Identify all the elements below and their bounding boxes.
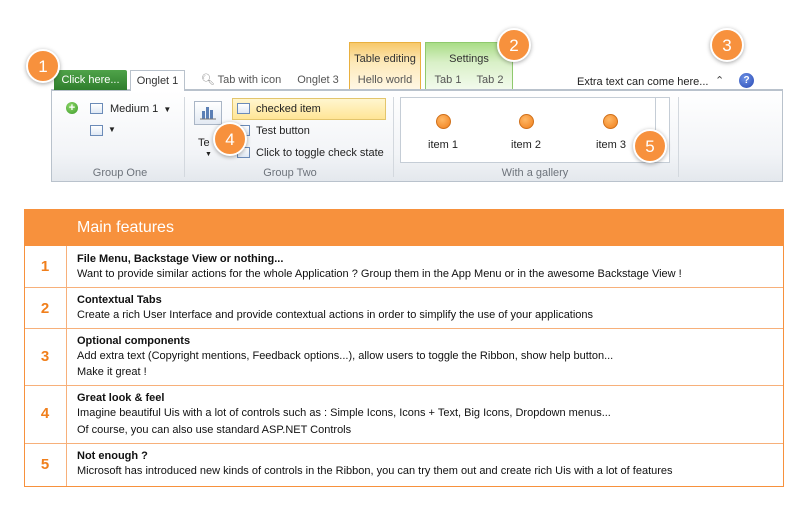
callout-badge-2: 2 <box>497 28 531 62</box>
feature-description: Make it great ! <box>77 366 147 378</box>
callout-badge-4: 4 <box>213 122 247 156</box>
app-menu-button[interactable]: Click here... <box>54 70 127 90</box>
help-icon[interactable]: ? <box>739 73 754 88</box>
callout-badge-1: 1 <box>26 49 60 83</box>
feature-title: File Menu, Backstage View or nothing... <box>77 253 284 265</box>
feature-title: Not enough ? <box>77 450 148 462</box>
search-icon: 🔍︎ <box>200 74 215 86</box>
group-label: Group Two <box>263 167 317 179</box>
tab-with-icon[interactable] <box>195 71 287 90</box>
row-divider <box>25 443 783 444</box>
feature-description: Create a rich User Interface and provide contextual actions in order to simplify the use of your applications <box>77 309 594 321</box>
chevron-down-icon: ▼ <box>163 105 172 114</box>
row-divider <box>25 385 783 386</box>
test-button[interactable]: Test button <box>256 125 310 137</box>
gallery <box>400 97 670 163</box>
window-icon <box>90 103 103 114</box>
row-number: 4 <box>40 405 50 422</box>
features-header <box>25 210 783 246</box>
contextual-group-title: Table editing <box>354 53 416 65</box>
column-divider <box>66 246 67 486</box>
dropdown-label: Medium 1 <box>110 103 159 115</box>
feature-description: Want to provide similar actions for the whole Application ? Group them in the App Menu or in the awesome Backstage View ! <box>77 268 682 280</box>
gallery-item-label[interactable]: item 1 <box>428 139 458 151</box>
feature-title: Optional components <box>77 335 191 347</box>
contextual-group-title: Settings <box>449 53 489 65</box>
chart-icon[interactable] <box>194 101 222 125</box>
window-icon[interactable] <box>90 125 103 136</box>
toggle-check-button[interactable]: Click to toggle check state <box>256 147 384 159</box>
window-icon <box>237 103 250 114</box>
row-number: 5 <box>40 456 50 473</box>
extra-text: Extra text can come here... <box>577 76 709 88</box>
big-button-label[interactable]: Te <box>198 137 210 149</box>
feature-description: Add extra text (Copyright mentions, Feedback options...), allow users to toggle the Ribbon, show help button... <box>77 350 614 362</box>
chevron-down-icon: ▼ <box>205 151 212 158</box>
feature-description: Of course, you can also use standard ASP.NET Controls <box>77 424 352 436</box>
callout-badge-3: 3 <box>710 28 744 62</box>
row-number: 3 <box>40 348 50 365</box>
tab-label: Tab with icon <box>217 74 282 86</box>
group-label: Group One <box>92 167 148 179</box>
minimize-ribbon-icon[interactable]: ⌃ <box>715 75 725 87</box>
gallery-item-icon[interactable] <box>436 114 451 129</box>
row-divider <box>25 287 783 288</box>
group-label: With a gallery <box>501 167 569 179</box>
group-separator <box>678 97 679 177</box>
tab-tab-1[interactable]: Tab 1 <box>434 74 462 86</box>
tab-onglet-3[interactable]: Onglet 3 <box>297 74 339 86</box>
gallery-item-label[interactable]: item 2 <box>511 139 541 151</box>
feature-title: Great look & feel <box>77 392 165 404</box>
gallery-item-icon[interactable] <box>519 114 534 129</box>
callout-badge-5: 5 <box>633 129 667 163</box>
features-table <box>24 209 784 487</box>
group-separator <box>184 97 185 177</box>
row-number: 2 <box>40 300 50 317</box>
chevron-down-icon[interactable]: ▼ <box>108 125 116 134</box>
medium-dropdown[interactable] <box>110 103 171 115</box>
gallery-item-icon[interactable] <box>603 114 618 129</box>
row-number: 1 <box>40 258 50 275</box>
tab-tab-2[interactable]: Tab 2 <box>476 74 504 86</box>
tab-hello-world[interactable]: Hello world <box>357 74 413 86</box>
add-icon[interactable]: + <box>66 102 78 114</box>
feature-title: Contextual Tabs <box>77 294 162 306</box>
gallery-item-label[interactable]: item 3 <box>596 139 626 151</box>
checked-item-label: checked item <box>256 103 321 115</box>
features-header-title: Main features <box>77 219 174 236</box>
tab-onglet-1[interactable]: Onglet 1 <box>130 70 185 91</box>
group-separator <box>393 97 394 177</box>
feature-description: Microsoft has introduced new kinds of controls in the Ribbon, you can try them out and create rich Uis with a lot of features <box>77 465 673 477</box>
feature-description: Imagine beautiful Uis with a lot of controls such as : Simple Icons, Icons + Text, Big Icons, Dropdown menus... <box>77 407 611 419</box>
row-divider <box>25 328 783 329</box>
